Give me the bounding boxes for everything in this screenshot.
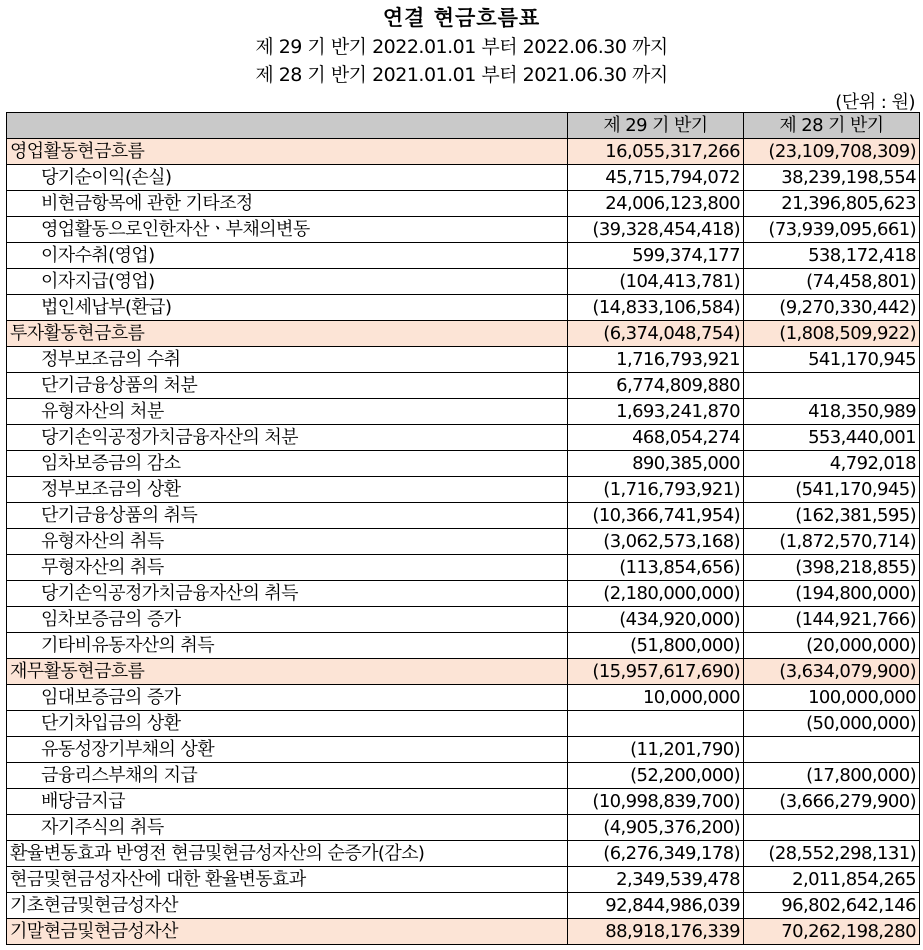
value-current-period: 45,715,794,072	[568, 165, 744, 191]
table-row	[7, 581, 920, 607]
row-label: 임차보증금의 증가	[7, 607, 568, 633]
value-prior-period: 4,792,018	[744, 451, 920, 477]
row-label: 법인세납부(환급)	[7, 295, 568, 321]
value-prior-period: (1,872,570,714)	[744, 529, 920, 555]
value-current-period: 92,844,986,039	[568, 893, 744, 919]
section-row	[7, 659, 920, 685]
table-row	[7, 347, 920, 373]
value-current-period: (104,413,781)	[568, 269, 744, 295]
row-label: 기타비유동자산의 취득	[7, 633, 568, 659]
table-row	[7, 789, 920, 815]
value-prior-period: (9,270,330,442)	[744, 295, 920, 321]
row-label: 환율변동효과 반영전 현금및현금성자산의 순증가(감소)	[7, 841, 568, 867]
value-prior-period: (144,921,766)	[744, 607, 920, 633]
table-row	[7, 685, 920, 711]
value-current-period: (6,374,048,754)	[568, 321, 744, 347]
row-label: 당기손익공정가치금융자산의 처분	[7, 425, 568, 451]
row-label: 당기손익공정가치금융자산의 취득	[7, 581, 568, 607]
value-current-period: (6,276,349,178)	[568, 841, 744, 867]
row-label: 기말현금및현금성자산	[7, 919, 568, 945]
table-row	[7, 217, 920, 243]
value-prior-period: (398,218,855)	[744, 555, 920, 581]
value-prior-period: 538,172,418	[744, 243, 920, 269]
value-prior-period: 38,239,198,554	[744, 165, 920, 191]
value-prior-period: (162,381,595)	[744, 503, 920, 529]
table-row	[7, 841, 920, 867]
row-label: 유형자산의 처분	[7, 399, 568, 425]
cash-flow-table	[6, 112, 920, 945]
unit-label: (단위 : 원)	[835, 92, 915, 113]
value-prior-period: (28,552,298,131)	[744, 841, 920, 867]
value-current-period: (11,201,790)	[568, 737, 744, 763]
value-current-period: (14,833,106,584)	[568, 295, 744, 321]
value-prior-period: (73,939,095,661)	[744, 217, 920, 243]
table-row	[7, 425, 920, 451]
table-row	[7, 399, 920, 425]
table-row	[7, 633, 920, 659]
row-label: 자기주식의 취득	[7, 815, 568, 841]
value-current-period: 6,774,809,880	[568, 373, 744, 399]
value-current-period: 16,055,317,266	[568, 139, 744, 165]
table-body	[7, 139, 920, 945]
value-current-period: 468,054,274	[568, 425, 744, 451]
value-current-period: (10,998,839,700)	[568, 789, 744, 815]
value-prior-period: (50,000,000)	[744, 711, 920, 737]
value-current-period: (51,800,000)	[568, 633, 744, 659]
value-current-period: (1,716,793,921)	[568, 477, 744, 503]
total-row	[7, 919, 920, 945]
value-current-period: (10,366,741,954)	[568, 503, 744, 529]
value-prior-period: (1,808,509,922)	[744, 321, 920, 347]
row-label: 이자지급(영업)	[7, 269, 568, 295]
value-prior-period: (541,170,945)	[744, 477, 920, 503]
value-prior-period: 418,350,989	[744, 399, 920, 425]
value-prior-period	[744, 815, 920, 841]
section-row	[7, 321, 920, 347]
row-label: 임대보증금의 증가	[7, 685, 568, 711]
value-prior-period	[744, 373, 920, 399]
value-current-period: 2,349,539,478	[568, 867, 744, 893]
value-prior-period: (3,634,079,900)	[744, 659, 920, 685]
header-prior-period: 제 28 기 반기	[744, 113, 920, 139]
row-label: 단기금융상품의 처분	[7, 373, 568, 399]
value-prior-period: 2,011,854,265	[744, 867, 920, 893]
value-current-period: 1,716,793,921	[568, 347, 744, 373]
value-prior-period: 100,000,000	[744, 685, 920, 711]
row-label: 기초현금및현금성자산	[7, 893, 568, 919]
table-row	[7, 529, 920, 555]
table-row	[7, 295, 920, 321]
document-title: 연결 현금흐름표	[382, 6, 541, 30]
row-label: 단기금융상품의 취득	[7, 503, 568, 529]
value-current-period: 1,693,241,870	[568, 399, 744, 425]
period-current: 제 29 기 반기 2022.01.01 부터 2022.06.30 까지	[255, 36, 668, 58]
value-prior-period: (20,000,000)	[744, 633, 920, 659]
table-row	[7, 867, 920, 893]
table-row	[7, 373, 920, 399]
row-label: 단기차입금의 상환	[7, 711, 568, 737]
value-current-period: (4,905,376,200)	[568, 815, 744, 841]
table-row	[7, 711, 920, 737]
table-row	[7, 815, 920, 841]
row-label: 영업활동으로인한자산ㆍ부채의변동	[7, 217, 568, 243]
table-row	[7, 503, 920, 529]
row-label: 유형자산의 취득	[7, 529, 568, 555]
value-prior-period: 553,440,001	[744, 425, 920, 451]
row-label: 현금및현금성자산에 대한 환율변동효과	[7, 867, 568, 893]
value-prior-period: 70,262,198,280	[744, 919, 920, 945]
value-current-period: 24,006,123,800	[568, 191, 744, 217]
table-row	[7, 893, 920, 919]
value-current-period: 10,000,000	[568, 685, 744, 711]
value-prior-period: 21,396,805,623	[744, 191, 920, 217]
value-current-period: (113,854,656)	[568, 555, 744, 581]
value-current-period: (3,062,573,168)	[568, 529, 744, 555]
row-label: 금융리스부채의 지급	[7, 763, 568, 789]
row-label: 이자수취(영업)	[7, 243, 568, 269]
value-prior-period: 96,802,642,146	[744, 893, 920, 919]
table-row	[7, 165, 920, 191]
section-row	[7, 139, 920, 165]
value-current-period: (2,180,000,000)	[568, 581, 744, 607]
table-row	[7, 555, 920, 581]
table-row	[7, 607, 920, 633]
value-current-period	[568, 711, 744, 737]
value-prior-period: (17,800,000)	[744, 763, 920, 789]
row-label: 영업활동현금흐름	[7, 139, 568, 165]
row-label: 무형자산의 취득	[7, 555, 568, 581]
row-label: 임차보증금의 감소	[7, 451, 568, 477]
period-prior: 제 28 기 반기 2021.01.01 부터 2021.06.30 까지	[255, 64, 668, 86]
row-label: 유동성장기부채의 상환	[7, 737, 568, 763]
value-prior-period	[744, 737, 920, 763]
value-prior-period: 541,170,945	[744, 347, 920, 373]
table-row	[7, 737, 920, 763]
table-row	[7, 269, 920, 295]
row-label: 배당금지급	[7, 789, 568, 815]
value-current-period: 890,385,000	[568, 451, 744, 477]
table-header-row	[7, 113, 920, 139]
value-prior-period: (74,458,801)	[744, 269, 920, 295]
row-label: 당기순이익(손실)	[7, 165, 568, 191]
row-label: 비현금항목에 관한 기타조정	[7, 191, 568, 217]
table-row	[7, 451, 920, 477]
value-prior-period: (194,800,000)	[744, 581, 920, 607]
value-current-period: (52,200,000)	[568, 763, 744, 789]
row-label: 재무활동현금흐름	[7, 659, 568, 685]
value-current-period: (15,957,617,690)	[568, 659, 744, 685]
table-row	[7, 477, 920, 503]
value-current-period: 88,918,176,339	[568, 919, 744, 945]
value-current-period: (39,328,454,418)	[568, 217, 744, 243]
row-label: 정부보조금의 수취	[7, 347, 568, 373]
value-current-period: 599,374,177	[568, 243, 744, 269]
value-prior-period: (3,666,279,900)	[744, 789, 920, 815]
header-label	[7, 113, 568, 139]
table-row	[7, 243, 920, 269]
table-row	[7, 763, 920, 789]
table-row	[7, 191, 920, 217]
value-prior-period: (23,109,708,309)	[744, 139, 920, 165]
value-current-period: (434,920,000)	[568, 607, 744, 633]
row-label: 정부보조금의 상환	[7, 477, 568, 503]
header-current-period: 제 29 기 반기	[568, 113, 744, 139]
row-label: 투자활동현금흐름	[7, 321, 568, 347]
